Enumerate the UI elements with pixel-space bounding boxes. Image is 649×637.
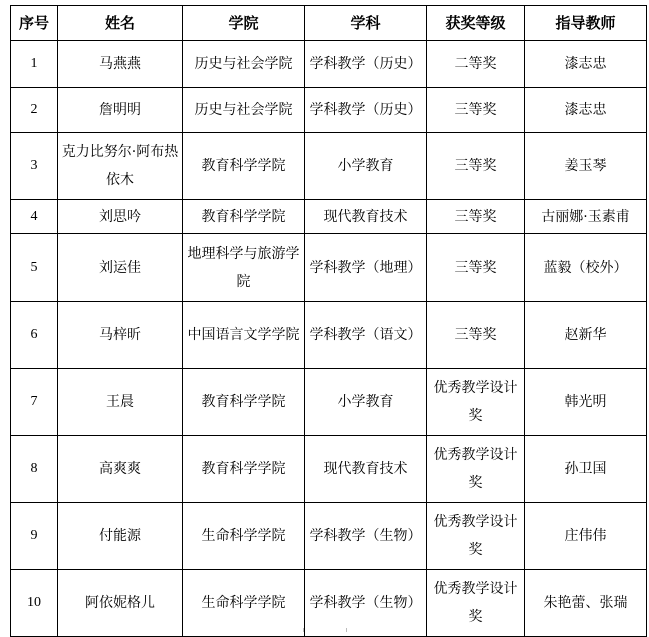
cell-award: 二等奖 xyxy=(427,41,525,88)
cell-index: 6 xyxy=(11,302,58,369)
cell-name: 马梓昕 xyxy=(58,302,183,369)
cell-index: 7 xyxy=(11,369,58,436)
header-advisor: 指导教师 xyxy=(525,6,647,41)
cell-award: 三等奖 xyxy=(427,302,525,369)
cell-award: 三等奖 xyxy=(427,133,525,200)
header-college: 学院 xyxy=(183,6,305,41)
award-table xyxy=(10,5,647,637)
cell-college xyxy=(183,302,305,369)
cell-college-text: 中国语言文学学院 xyxy=(187,327,300,343)
cell-advisor: 漆志忠 xyxy=(525,41,647,88)
cell-award xyxy=(427,369,525,436)
cell-college xyxy=(183,234,305,302)
cell-name-text: 克力比努尔·阿布热依木 xyxy=(61,144,179,188)
cell-subject: 学科教学（生物） xyxy=(305,503,427,570)
cell-name: 王晨 xyxy=(58,369,183,436)
cell-name: 刘思吟 xyxy=(58,200,183,234)
cell-subject: 现代教育技术 xyxy=(305,436,427,503)
cell-name: 马燕燕 xyxy=(58,41,183,88)
cell-name: 高爽爽 xyxy=(58,436,183,503)
cell-index: 2 xyxy=(11,88,58,133)
cell-advisor: 庄伟伟 xyxy=(525,503,647,570)
table-header-row xyxy=(11,6,647,41)
header-name: 姓名 xyxy=(58,6,183,41)
cell-subject: 现代教育技术 xyxy=(305,200,427,234)
cell-college: 历史与社会学院 xyxy=(183,88,305,133)
table-row xyxy=(11,133,647,200)
cell-award: 三等奖 xyxy=(427,88,525,133)
cell-index: 9 xyxy=(11,503,58,570)
cell-advisor: 漆志忠 xyxy=(525,88,647,133)
table-row xyxy=(11,436,647,503)
cell-award-text: 优秀教学设计奖 xyxy=(433,380,518,424)
cell-index: 8 xyxy=(11,436,58,503)
header-award: 获奖等级 xyxy=(427,6,525,41)
cell-advisor: 朱艳蕾、张瑞 xyxy=(525,570,647,637)
cell-index: 1 xyxy=(11,41,58,88)
header-index: 序号 xyxy=(11,6,58,41)
cell-advisor: 蓝毅（校外） xyxy=(525,234,647,302)
cell-award: 三等奖 xyxy=(427,200,525,234)
cell-award-text: 优秀教学设计奖 xyxy=(433,447,518,491)
table-row xyxy=(11,88,647,133)
table-row xyxy=(11,41,647,88)
cell-name: 阿依妮格儿 xyxy=(58,570,183,637)
cell-subject: 学科教学（生物） xyxy=(305,570,427,637)
cell-index: 4 xyxy=(11,200,58,234)
cell-award xyxy=(427,436,525,503)
cell-award-text: 优秀教学设计奖 xyxy=(433,581,518,625)
cell-college-text: 地理科学与旅游学院 xyxy=(187,245,300,290)
table-row xyxy=(11,200,647,234)
cell-subject: 小学教育 xyxy=(305,369,427,436)
cell-college: 生命科学学院 xyxy=(183,570,305,637)
cell-subject: 学科教学（语文） xyxy=(305,302,427,369)
cell-name xyxy=(58,133,183,200)
cell-college: 教育科学学院 xyxy=(183,369,305,436)
cell-advisor: 孙卫国 xyxy=(525,436,647,503)
cell-subject: 学科教学（历史） xyxy=(305,41,427,88)
cell-name: 詹明明 xyxy=(58,88,183,133)
table-row xyxy=(11,503,647,570)
cell-index: 10 xyxy=(11,570,58,637)
cell-college: 生命科学学院 xyxy=(183,503,305,570)
page-edge-marks xyxy=(0,626,649,633)
cell-subject: 学科教学（历史） xyxy=(305,88,427,133)
table-row xyxy=(11,302,647,369)
cell-index: 3 xyxy=(11,133,58,200)
cell-subject: 学科教学（地理） xyxy=(305,234,427,302)
cell-college: 教育科学学院 xyxy=(183,436,305,503)
cell-subject: 小学教育 xyxy=(305,133,427,200)
table-row xyxy=(11,234,647,302)
cell-advisor: 赵新华 xyxy=(525,302,647,369)
cell-advisor: 古丽娜·玉素甫 xyxy=(525,200,647,234)
cell-name: 付能源 xyxy=(58,503,183,570)
cell-award-text: 优秀教学设计奖 xyxy=(433,514,518,558)
cell-award xyxy=(427,503,525,570)
cell-college: 历史与社会学院 xyxy=(183,41,305,88)
cell-name: 刘运佳 xyxy=(58,234,183,302)
cell-award: 三等奖 xyxy=(427,234,525,302)
header-subject: 学科 xyxy=(305,6,427,41)
cell-advisor: 韩光明 xyxy=(525,369,647,436)
cell-college: 教育科学学院 xyxy=(183,200,305,234)
table-row xyxy=(11,369,647,436)
cell-college: 教育科学学院 xyxy=(183,133,305,200)
cell-advisor: 姜玉琴 xyxy=(525,133,647,200)
cell-index: 5 xyxy=(11,234,58,302)
